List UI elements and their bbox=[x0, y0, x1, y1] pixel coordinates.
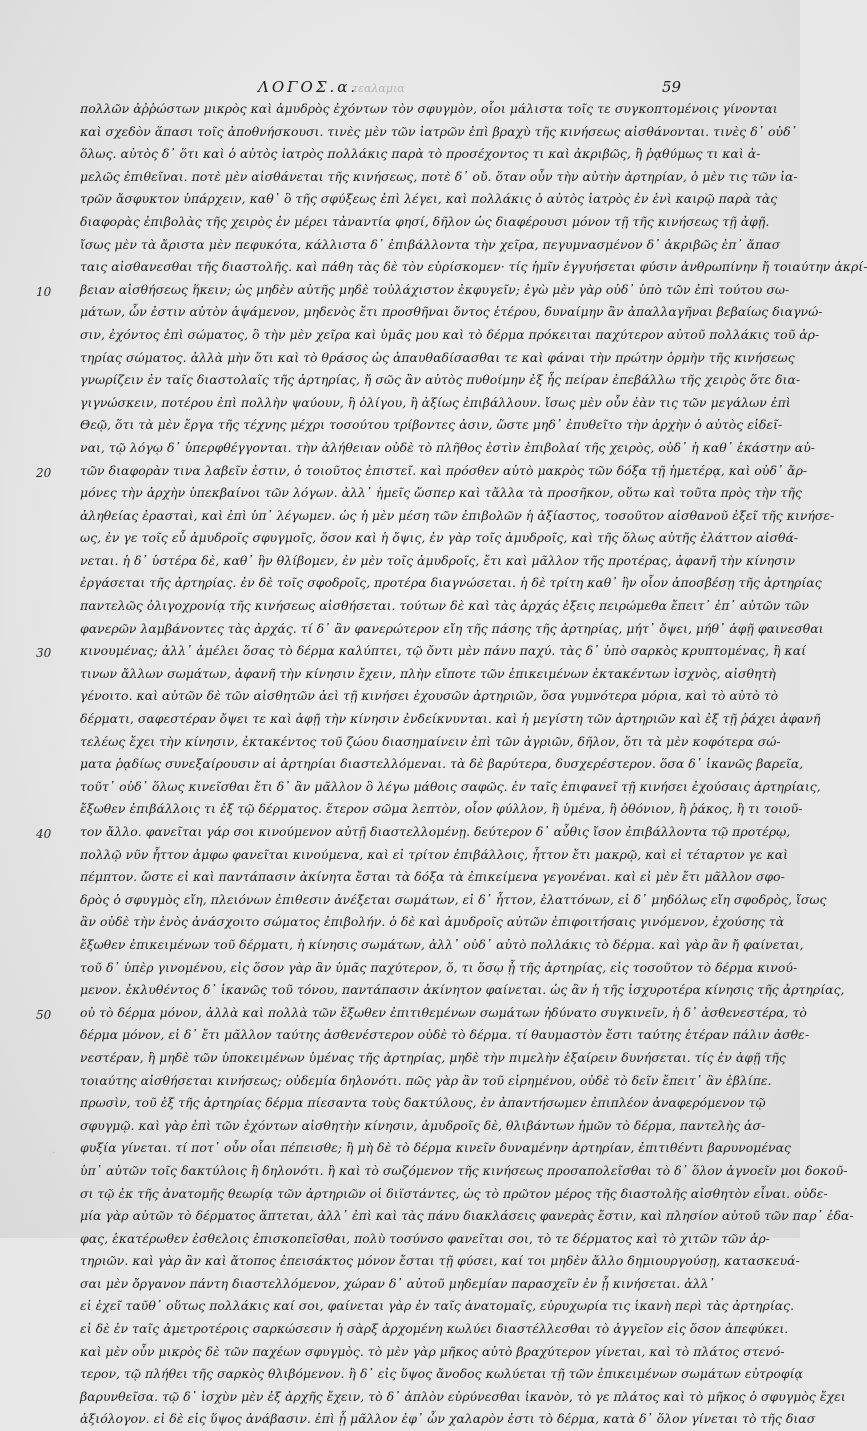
text-line: φας, ἑκατέρωθεν ἐσθελοις ἐπισκοπεῖσθαι, πολὺ τοσύνσο φανεῖται σοι, τὸ τε δέρματος καὶ τὸ χιτῶν τῶν ἀρ- bbox=[80, 1230, 770, 1246]
text-line: τον ἄλλο. φανεῖται γάρ σοι κινούμενον αὐτῇ διαστελλομένῃ. δεύτερον δ᾽ αὖθις ἴσον ἐπιβάλλοντα τῷ προτέρῳ, bbox=[80, 824, 791, 839]
text-line: διαφορὰς ἐπιβολὰς τῆς χειρὸς ἐν μέρει τἀναντία φησί, δῆλον ὡς διαφέρουσι μόνον τῇ τῆς κινήσεως τῇ ἀφῇ. bbox=[80, 213, 770, 229]
text-line: ταις αἰσθανεσθαι τῆς διαστολῆς. καὶ πάθη τὰς δὲ τὸν εὑρίσκομεν· τίς ἡμῖν ἐγγυήσεται φύσιν ἀνθρωπίνην ἤ τοιαύτην ἀκρί- bbox=[80, 259, 867, 275]
text-line: δρὸς ὁ σφυγμὸς εἴη, πλειόνων ἐπιθεσιν ἀνέξεται σωμάτων, εἰ δ᾽ ἧττον, ἐλαττόνων, εἰ δ᾽ μηδόλως εἴη σφοδρὸς, ἴσως bbox=[80, 891, 827, 907]
text-line: καὶ σχεδὸν ἅπασι τοῖς ἀποθνήσκουσι. τινὲς μὲν τῶν ἰατρῶν ἐπὶ βραχὺ τῆς κινήσεως αἰσθάνονται. τινὲς δ᾽ οὐδ᾽ bbox=[80, 123, 797, 139]
text-line: ματα ῥᾳδίως συνεξαίρουσιν αἱ ἀρτηρίαι διαστελλόμεναι. τὰ δὲ βαρύτερα, δυσχερέστερον. ὅσα δ᾽ ἱκανῶς βαρεῖα, bbox=[80, 756, 804, 772]
text-line: τελέως ἔχει τὴν κίνησιν, ἐκτακέντος τοῦ ζώου διασημαίνειν ἐπὶ τῶν ἀγριῶν, δῆλον, ὅτι τὰ μὲν κοφότερα σώ- bbox=[80, 733, 781, 749]
text-line: πέμπτον. ὥστε εἰ καὶ παντάπασιν ἀκίνητα ἔσται τὰ δόξα τὰ ἐπικείμενα γεγονέναι. καὶ εἰ μὲν ἔτι μᾶλλον σφο- bbox=[80, 869, 785, 885]
text-line: βαρυνθεῖσα. τῷ δ᾽ ἰσχὺν μὲν ἐξ ἀρχῆς ἔχειν, τὸ δ᾽ ἀπλὸν εὐρύνεσθαι ἱκανὸν, τὸ γε πλάτος καὶ τὸ μῆκος ὁ σφυγμὸς ἔχει bbox=[80, 1388, 846, 1404]
text-line: νεστέραν, ἢ μηδὲ τῶν ὑποκειμένων ὑμένας τῆς ἀρτηρίας, μηδὲ τὴν πιμελὴν ἐξαίρειν δυνήσεται. τίς ἐν ἁφῇ τῆς bbox=[80, 1049, 786, 1065]
text-line: πρωσὶν, τοῦ ἐξ τῆς ἀρτηρίας δέρμα πίεσαντα τοὺς δακτύλους, ἐν ἀπαντήσωμεν ἐπιπλέον ἀναφερόμενον τῷ bbox=[80, 1095, 766, 1111]
text-line: τῶν διαφορὰν τινα λαβεῖν ἐστιν, ὁ τοιοῦτος ἐπιστεῖ. καὶ πρόσθεν αὐτὸ μακρὸς τῶν δόξα τῇ ἡμετέρᾳ, καὶ οὐδ᾽ ἄρ- bbox=[80, 462, 808, 478]
text-line: τηρίας σώματος. ἀλλὰ μὴν ὅτι καὶ τὸ θράσος ὡς ἀπαυθαδίσασθαι τε καὶ φάναι τὴν πρώτην ὁρμὴν τῆς κινήσεως bbox=[80, 349, 795, 365]
text-line: δέρματι, σαφεστέραν ὄψει τε καὶ ἁφῇ τὴν κίνησιν ἐνδείκνυνται. καὶ ἡ μεγίστη τῶν ἀρτηριῶν καὶ ἐξ τῇ ῥάχει ἀφανῆ bbox=[80, 711, 821, 727]
text-line: πολλῷ νῦν ἧττον ἀμφω φανεῖται κινούμενα, καὶ εἰ τρίτον ἐπιβάλλοις, ἧττον ἔτι μακρῷ, καὶ εἰ τέταρτον γε καὶ bbox=[80, 846, 789, 862]
text-line: οὐ τὸ δέρμα μόνον, ἀλλὰ καὶ πολλὰ τῶν ἔξωθεν ἐπιτιθεμένων σωμάτων ἠδύνατο συγκινεῖν, ἡ δ᾽ ἀσθενεστέρα, τὸ bbox=[80, 1004, 807, 1020]
margin-line-number: 50 bbox=[36, 1008, 52, 1022]
text-line: σι τῷ ἐκ τῆς ἀνατομῆς θεωρίᾳ τῶν ἀρτηριῶν οἱ διϊστάντες, ὡς τὸ πρῶτον μέρος τῆς διαστολῆς αἰσθητὸν εἶναι. οὐδε- bbox=[80, 1185, 828, 1201]
text-line: εἰ ἐχεῖ ταῦθ᾽ οὕτως πολλάκις καί σοι, φαίνεται γὰρ ἐν ταῖς ἀνατομαῖς, εὐρυχωρία τις ἱκανὴ περὶ τὰς ἀρτηρίας. bbox=[80, 1298, 795, 1314]
text-line: ναι, τῷ λόγῳ δ᾽ ὑπερφθέγγονται. τὴν ἀλήθειαν οὐδὲ τὸ πλῆθος ἐστὶν ἐπιβολαί τῆς χειρὸς, οὐδ᾽ ἡ καθ᾽ ἑκάστην αὐ- bbox=[80, 439, 816, 455]
text-line: γιγνώσκειν, ποτέρου ἐπὶ πολλὴν ψαύουν, ἢ ὀλίγου, ἢ ἀξίως ἐπιβάλλουν. ἴσως μὲν οὖν ἐὰν τις τῶν μεγάλων ἐπὶ bbox=[80, 394, 791, 410]
faint-header-mark: τεαλαμια bbox=[352, 82, 405, 95]
text-line: Θεῷ, ὅτι τὰ μὲν ἔργα τῆς τέχνης μέχρι τοσούτου τρίβοντες ἀσιν, ὥστε μηδ᾽ ἐπυθεῖτο τὴν ἀρχὴν ὁ αὐτὸς εἰδεῖ- bbox=[80, 417, 783, 433]
text-line: τερον, τῷ πλήθει τῆς σαρκὸς θλιβόμενον. ἢ δ᾽ εἰς ὕψος ἄνοδος κωλύεται τῇ τῶν ἐπικειμένων σωμάτων εὐτροφίᾳ bbox=[80, 1366, 803, 1382]
text-line: μόνες τὴν ἀρχὴν ὑπεκβαίνοι τῶν λόγων. ἀλλ᾽ ἡμεῖς ὥσπερ καὶ τἄλλα τὰ προσῆκον, οὕτω καὶ τοῦτα πρὸς τὴν τῆς bbox=[80, 485, 802, 501]
text-line: γνωρίζειν ἐν ταῖς διαστολαῖς τῆς ἀρτηρίας, ἤ σῶς ἂν αὐτὸς πυθοίμην ἐξ ἧς πείραν ἐπεβάλλω τῆς χειρὸς ὅτε δια- bbox=[80, 372, 801, 388]
text-line: σαι μὲν ὄργανον πάντη διαστελλόμενον, χώραν δ᾽ αὐτοῦ μηδεμίαν παρασχεῖν ἐν ᾗ κινήσεται. ἀλλ᾽ bbox=[80, 1275, 715, 1291]
margin-line-number: 40 bbox=[36, 827, 52, 842]
text-line: μενον. ἐκλυθέντος δ᾽ ἱκανῶς τοῦ τόνου, παντάπασιν ἀκίνητον φαίνεται. ὡς ἂν ἡ τῆς ἰσχυροτέρα κίνησις τῆς ἀρτηρίας, bbox=[80, 982, 845, 998]
text-line: πολλῶν ἀῤῥώστων μικρὸς καὶ ἀμυδρὸς ἐχόντων τὸν σφυγμὸν, οἷοι μάλιστα τοῖς τε συγκοπτομένοις γίνονται bbox=[80, 101, 778, 116]
text-line: ἀληθείας ἐρασταὶ, καὶ ἐπὶ ὑπ᾽ λέγωμεν. ὡς ἡ μὲν μέση τῶν ἐπιβολῶν ἡ ἀξίαστος, τοσοῦτον αἰσθανοῦ ἐξεῖ τῆς κινήσε- bbox=[80, 507, 835, 523]
text-line: ως, ἐν γε τοῖς εὖ ἀμυδροῖς σφυγμοῖς, ὅσον καὶ ἡ ὄψις, ἐν γὰρ τοῖς ἀμυδροῖς, καὶ τῆς ὅλως αὐτῆς ἐλάττον αἰσθά- bbox=[80, 530, 799, 546]
text-line: νεται. ἡ δ᾽ ὑστέρα δὲ, καθ᾽ ἣν θλίβομεν, ἐν μὲν τοῖς ἀμυδροῖς, ἔτι καὶ μᾶλλον τῆς προτέρας, ἀφανῆ τὴν κίνησιν bbox=[80, 552, 796, 568]
text-line: μία γὰρ αὐτῶν τὸ δέρματος ἅπτεται, ἀλλ᾽ ἐπὶ καὶ τὰς πάνυ διακλάσεις φανερὰς ἔστιν, καὶ πλησίον αὐτοῦ τῶν παρ᾽ ἐδα- bbox=[80, 1208, 854, 1224]
text-line: ἂν οὐδὲ τὴν ἑνὸς ἀνάσχοιτο σώματος ἐπιβολήν. ὁ δὲ καὶ ἀμυδροῖς αὐτῶν ἐπιφοιτήσαις γινόμενον, ἐχούσης τὰ bbox=[80, 914, 785, 930]
text-line: γένοιτο. καὶ αὐτῶν δὲ τῶν αἰσθητῶν ἀεὶ τῇ κινήσει ἐχουσῶν ἀρτηριῶν, ὅσα γυμνότερα μόρια, καὶ τὸ αὐτὸ τὸ bbox=[80, 688, 779, 704]
text-line: τρῶν ἄσφυκτον ὑπάρχειν, καθ᾽ ὃ τῆς σφύξεως ἐπὶ λέγει, καὶ πολλάκις ὁ αὐτὸς ἰατρὸς ἐν ἑνὶ καιρῷ παρὰ τὰς bbox=[80, 191, 778, 207]
text-line: τοῦτ᾽ οὐδ᾽ ὅλως κινεῖσθαι ἔτι δ᾽ ἂν μᾶλλον ὃ λέγω μάθοις σαφῶς. ἐν ταῖς ἐπιφανεῖ τῇ κινήσει ἐχούσαις ἀρτηρίαις, bbox=[80, 778, 821, 794]
margin-line-number: 20 bbox=[36, 465, 52, 480]
page-number: 59 bbox=[662, 78, 682, 96]
text-line: κινουμένας; ἀλλ᾽ ἀμέλει ὅσας τὸ δέρμα καλύπτει, τῷ ὄντι μὲν πάνυ παχύ. τὰς δ᾽ ὑπὸ σαρκὸς κρυπτομένας, ἢ καί bbox=[80, 643, 807, 659]
text-line: τοῦ δ᾽ ὑπὲρ γινομένου, εἰς ὅσον γὰρ ἂν ὑμᾶς παχύτερον, ὅ, τι ὅσῳ ᾖ τῆς ἀρτηρίας, εἰς τοσοῦτον τὸ δέρμα κινού- bbox=[80, 959, 798, 975]
text-line: ὑπ᾽ αὐτῶν τοῖς δακτύλοις ἢ δηλονότι. ἢ καὶ τὸ σωζόμενον τῆς κινήσεως προσαπολεῖσθαι τὸ δ᾽ ὅλον ἀγνοεῖν μοι δοκοῦ- bbox=[80, 1162, 848, 1178]
text-line: τινων ἄλλων σωμάτων, ἀφανῆ τὴν κίνησιν ἔχειν, πλὴν εἴποτε τῶν ἐπικειμένων ἐκτακέντων ἰσχνὸς, αἰσθητὴ bbox=[80, 665, 776, 681]
text-line: παντελῶς ὀλιγοχρονίᾳ τῆς κινήσεως αἰσθήσεται. τούτων δὲ καὶ τὰς ἀρχάς ἐξεις πειρώμεθα ἔπειτ᾽ ἐπ᾽ αὐτῶν τῶν bbox=[80, 598, 810, 614]
text-line: μάτων, ὧν ἐστιν αὐτὸν ἁψάμενον, μηδενὸς ἔτι προσθῆναι ὄντος ἑτέρου, δυναίμην ἂν ἀπαλλαγῆναι βεβαίως διαγνώ- bbox=[80, 304, 823, 320]
running-title: ΛΟΓΟΣ.α. bbox=[258, 78, 359, 96]
margin-line-number: 10 bbox=[36, 284, 52, 299]
text-line: φυξία γίνεται. τί ποτ᾽ οὖν οἷαι πέπεισθε; ἢ μὴ δὲ τὸ δέρμα κινεῖν δυναμένην ἀρτηρίαν, ἐπιτιθέντι βαρυνομένας bbox=[80, 1140, 792, 1156]
text-line: βειαν αἰσθήσεως ἥκειν; ὡς μηδὲν αὐτῆς μηδὲ τοὐλάχιστον ἐκφυγεῖν; ἐγὼ μὲν γὰρ οὐδ᾽ ὑπὸ τῶν ἐπὶ τούτου σω- bbox=[80, 281, 790, 297]
text-line: ἔξωθεν ἐπικειμένων τοῦ δέρματι, ἡ κίνησις σωμάτων, ἀλλ᾽ οὐδ᾽ αὐτὸ πολλάκις τὸ δέρμα. καὶ γὰρ ἂν ἤ φαίνεται, bbox=[80, 936, 804, 952]
text-line: ἴσως μὲν τὰ ἄριστα μὲν πεφυκότα, κάλλιστα δ᾽ ἐπιβάλλοντα τὴν χεῖρα, πεγυμνασμένον δ᾽ ἀκριβῶς ἐπ᾽ ἄπασ bbox=[80, 236, 781, 252]
text-line: ὅλως. αὐτὸς δ᾽ ὅτι καὶ ὁ αὐτὸς ἰατρὸς πολλάκις παρὰ τὸ προσέχοντος τι καὶ ἀκριβῶς, ἢ ῥᾳθύμως τι καὶ ἀ- bbox=[80, 146, 761, 162]
text-line: τοιαύτης αἰσθήσεται κινήσεως; οὐδεμία δηλονότι. πῶς γὰρ ἂν τοῦ εἰρημένου, οὐδὲ τὸ δεῖν ἔπειτ᾽ ἂν ἐβλίπε. bbox=[80, 1072, 772, 1088]
text-line: ἐργάσεται τῆς ἀρτηρίας. ἐν δὲ τοῖς σφοδροῖς, προτέρα διαγνώσεται. ἡ δὲ τρίτη καθ᾽ ἣν οἷον ἀποσβέσῃ τῆς ἀρτηρίας bbox=[80, 575, 822, 591]
text-line: σφυγμῷ. καὶ γὰρ ἐπὶ τῶν ἐχόντων αἰσθητὴν κίνησιν, ἀμυδροῖς δὲ, θλιβάντων ἡμῶν τὸ δέρμα, παντελὴς ἀσ- bbox=[80, 1117, 766, 1133]
text-line: μελῶς ἐπιθεῖναι. ποτὲ μὲν αἰσθάνεται τῆς κινήσεως, ποτὲ δ᾽ οὔ. ὅταν οὖν τὴν αὐτὴν ἀρτηρίαν, ὁ μὲν τις τῶν ἰα- bbox=[80, 168, 798, 184]
text-line: ἀξιόλογον. εἰ δὲ εἰς ὕψος ἀνάβασιν. ἐπὶ ᾗ μᾶλλον ἐφ᾽ ὧν χαλαρὸν ἐστι τὸ δέρμα, κατὰ δ᾽ ὅλον γίνεται τὸ τῆς διασ bbox=[80, 1411, 816, 1427]
text-line: τηριῶν. καὶ γὰρ ἂν καὶ ἄτοπος ἐπεισάκτος μόνον ἔσται τῇ φύσει, καί τοι μηδὲν ἄλλο δημιουργούσῃ, κατασκευά- bbox=[80, 1253, 800, 1269]
text-line: καὶ μὲν οὖν μικρὸς δὲ τῶν παχέων σφυγμὸς. τὸ μὲν γὰρ μῆκος αὐτὸ βραχύτερον γίνεται, καὶ τὸ πλάτος στενό- bbox=[80, 1343, 785, 1359]
text-line: εἰ δὲ ἐν ταῖς ἀμετροτέροις σαρκώσεσιν ἡ σὰρξ ἀρχομένη κωλύει διαστέλλεσθαι τὸ ἀγγεῖον εἰς ὅσον ἀπεφύκει. bbox=[80, 1321, 789, 1337]
text-line: δέρμα μόνον, εἰ δ᾽ ἔτι μᾶλλον ταύτης ἀσθενέστερον οὐδὲ τὸ δέρμα. τί θαυμαστὸν ἔστι ταύτης ἑτέραν πάλιν ἀσθε- bbox=[80, 1027, 810, 1043]
greek-text-body bbox=[80, 98, 867, 1431]
margin-line-number: 30 bbox=[36, 646, 52, 661]
text-line: φανερῶν λαμβάνοντες τὰς ἀρχάς. τί δ᾽ ἂν φανερώτερον εἴη τῆς πάσης τῆς ἀρτηρίας, μήτ᾽ ὄψει, μήθ᾽ ἁφῇ φαινεσθαι bbox=[80, 620, 824, 636]
text-line: σιν, ἐχόντος ἐπὶ σώματος, ὃ τὴν μὲν χεῖρα καὶ ὑμᾶς μου καὶ τὸ δέρμα πρόκειται παχύτερον αὐτοῦ πολλάκις τοῦ ἀρ- bbox=[80, 326, 820, 342]
text-line: ἔξωθεν ἐπιβάλλοις τι ἐξ τῷ δέρματος. ἕτερον σῶμα λεπτὸν, οἷον φύλλον, ἢ ὑμένα, ἢ ὀθόνιον, ἢ ῥάκος, ἢ τι τοιοῦ- bbox=[80, 801, 803, 817]
margin-smudge: · bbox=[52, 1148, 56, 1159]
